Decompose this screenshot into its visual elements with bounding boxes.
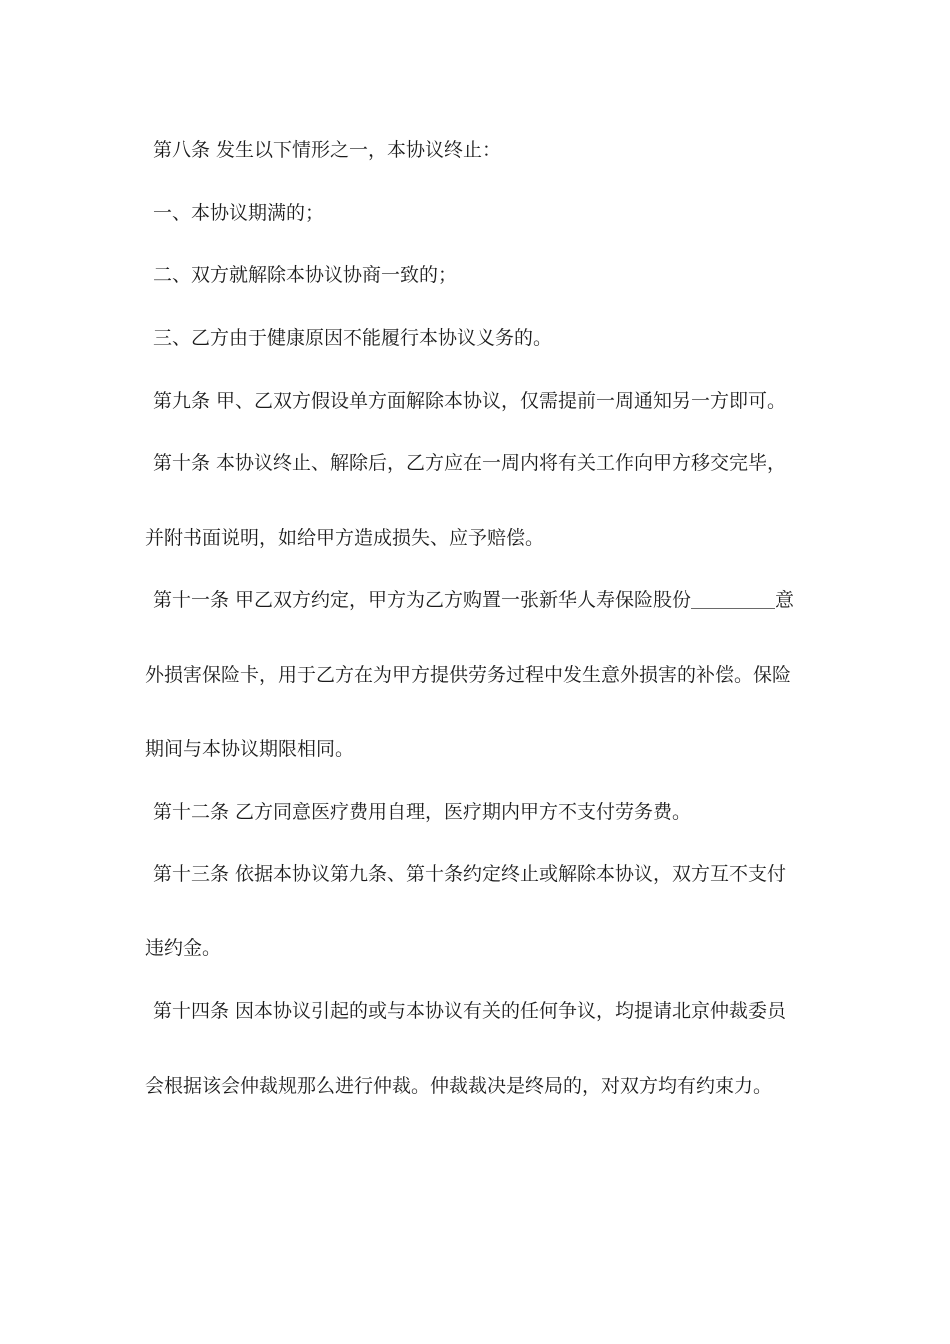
- article-10-line-1: 第十条 本协议终止、解除后，乙方应在一周内将有关工作向甲方移交完毕，: [153, 452, 787, 474]
- article-11-line-2: 外损害保险卡，用于乙方在为甲方提供劳务过程中发生意外损害的补偿。保险: [145, 664, 792, 686]
- article-8-item-3: 三、乙方由于健康原因不能履行本协议义务的。: [153, 327, 553, 349]
- article-11-line-1: [145, 587, 818, 613]
- article-8-heading: 第八条 发生以下情形之一，本协议终止：: [153, 139, 502, 161]
- article-11-text-before-blank: 第十一条 甲乙双方约定，甲方为乙方购置一张新华人寿保险股份: [153, 589, 692, 611]
- article-13-line-1: 第十三条 依据本协议第九条、第十条约定终止或解除本协议，双方互不支付: [153, 863, 787, 885]
- article-8-item-1: 一、本协议期满的；: [153, 202, 325, 224]
- article-10-line-2: 并附书面说明，如给甲方造成损失、应予赔偿。: [145, 527, 545, 549]
- article-14-line-1: 第十四条 因本协议引起的或与本协议有关的任何争议，均提请北京仲裁委员: [153, 1000, 787, 1022]
- article-12: 第十二条 乙方同意医疗费用自理，医疗期内甲方不支付劳务费。: [153, 801, 692, 823]
- article-13-line-2: 违约金。: [145, 937, 222, 959]
- article-8-item-2: 二、双方就解除本协议协商一致的；: [153, 264, 458, 286]
- article-11-line-3: 期间与本协议期限相同。: [145, 738, 355, 760]
- article-9: 第九条 甲、乙双方假设单方面解除本协议，仅需提前一周通知另一方即可。: [153, 390, 787, 412]
- article-14-line-2: 会根据该会仲裁规那么进行仲裁。仲裁裁决是终局的，对双方均有约束力。: [145, 1075, 773, 1097]
- article-11-text-after-blank: 意: [775, 589, 795, 611]
- insurance-name-blank: [691, 590, 775, 609]
